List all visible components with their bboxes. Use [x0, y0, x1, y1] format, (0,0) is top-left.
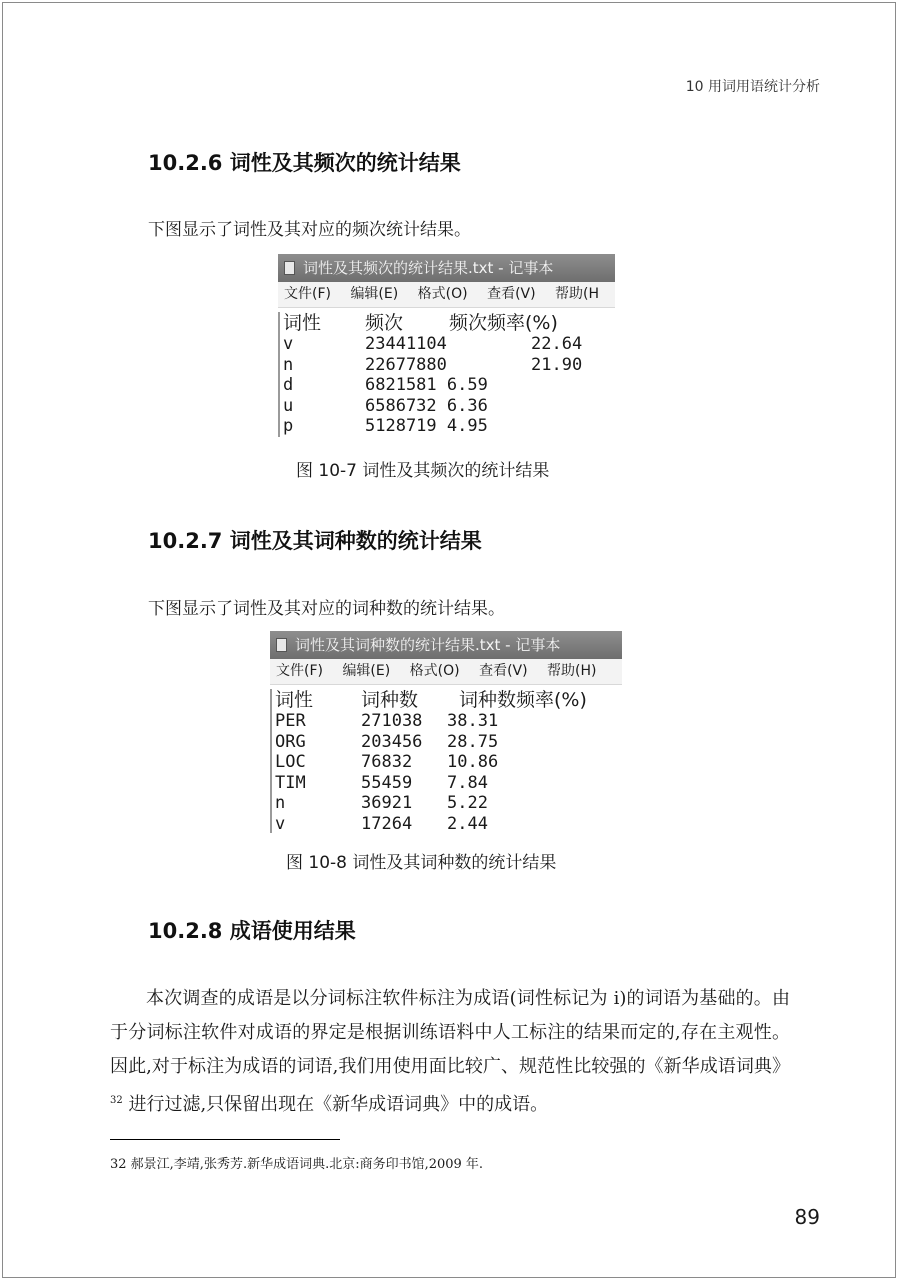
cell-word-types: 76832 [361, 752, 413, 772]
column-header-pos: 词性 [283, 312, 322, 334]
table-row [275, 793, 622, 814]
column-header-pos: 词性 [275, 689, 314, 711]
table-row [275, 773, 622, 794]
window-title: 词性及其词种数的统计结果.txt - 记事本 [295, 636, 561, 654]
body-paragraph [110, 982, 790, 1122]
body-text-part-1: 本次调查的成语是以分词标注软件标注为成语(词性标记为 i)的词语为基础的。由于分词标注软件对成语的界定是根据训练语料中人工标注的结果而定的,存在主观性。因此,对于标注为成语的词语,我们用使用面比较广、规范性比较强的《新华成语词典》 [110, 988, 790, 1077]
cell-frequency: 6586732 6.36 [365, 395, 488, 416]
menu-help[interactable]: 帮助(H [555, 286, 600, 302]
menu-bar [278, 282, 615, 308]
cell-pos: v [275, 813, 286, 833]
menu-edit[interactable]: 编辑(E) [342, 663, 391, 679]
window-titlebar [270, 631, 622, 659]
notepad-window-pos-wordtypes [270, 631, 622, 833]
cell-pos: p [283, 416, 294, 436]
cell-frequency: 22677880 [365, 354, 447, 375]
cell-word-types: 55459 [361, 772, 413, 793]
notepad-document-icon [276, 638, 287, 652]
menu-file[interactable]: 文件(F) [276, 663, 323, 679]
cell-pos: d [283, 375, 294, 395]
table-row [283, 416, 615, 437]
body-text-part-2: 进行过滤,只保留出现在《新华成语词典》中的成语。 [122, 1094, 549, 1115]
section-1-intro: 下图显示了词性及其对应的频次统计结果。 [148, 220, 471, 240]
text-area[interactable] [270, 689, 622, 833]
cell-rate: 7.84 [447, 772, 488, 793]
column-header-word-types: 词种数 [361, 689, 419, 711]
table-row [283, 396, 615, 417]
cell-rate: 2.44 [447, 813, 488, 833]
section-heading-10-2-7: 10.2.7 词性及其词种数的统计结果 [148, 529, 482, 553]
page-number: 89 [794, 1205, 820, 1229]
figure-caption-10-7: 图 10-7 词性及其频次的统计结果 [296, 461, 550, 481]
cell-frequency: 6821581 6.59 [365, 375, 488, 395]
cell-pos: TIM [275, 772, 306, 793]
cell-word-types: 203456 [361, 731, 423, 752]
cell-rate: 5.22 [447, 793, 488, 813]
cell-pos: u [283, 395, 294, 416]
window-title: 词性及其频次的统计结果.txt - 记事本 [303, 259, 554, 277]
cell-word-types: 271038 [361, 711, 423, 731]
table-row [283, 375, 615, 396]
cell-rate: 21.90 [531, 354, 583, 375]
footnote: 32 郝景江,李靖,张秀芳.新华成语词典.北京:商务印书馆,2009 年. [110, 1157, 484, 1172]
cell-pos: n [283, 354, 294, 375]
menu-format[interactable]: 格式(O) [417, 286, 468, 302]
cell-word-types: 36921 [361, 793, 413, 813]
section-heading-10-2-6: 10.2.6 词性及其频次的统计结果 [148, 151, 461, 175]
footnote-reference: 32 [110, 1095, 123, 1106]
table-row [275, 732, 622, 753]
cell-rate: 22.64 [531, 334, 583, 354]
notepad-document-icon [284, 261, 295, 275]
figure-caption-10-8: 图 10-8 词性及其词种数的统计结果 [286, 853, 557, 873]
table-row [283, 355, 615, 376]
menu-view[interactable]: 查看(V) [479, 663, 528, 679]
menu-bar [270, 659, 622, 685]
table-header [283, 312, 615, 334]
column-header-frequency: 频次 [365, 312, 404, 334]
cell-frequency: 23441104 [365, 334, 447, 354]
section-2-intro: 下图显示了词性及其对应的词种数的统计结果。 [148, 599, 505, 619]
notepad-window-pos-frequency [278, 254, 615, 440]
cell-pos: LOC [275, 752, 306, 772]
menu-view[interactable]: 查看(V) [487, 286, 536, 302]
cell-pos: ORG [275, 731, 306, 752]
cell-pos: n [275, 793, 286, 813]
cell-rate: 28.75 [447, 731, 499, 752]
column-header-word-types-rate: 词种数频率(%) [459, 689, 587, 711]
table-row [275, 814, 622, 834]
footnote-divider [110, 1139, 340, 1140]
running-head: 10 用词用语统计分析 [685, 79, 820, 95]
cell-rate: 38.31 [447, 711, 499, 731]
table-row [283, 334, 615, 355]
menu-edit[interactable]: 编辑(E) [350, 286, 399, 302]
table-row [275, 711, 622, 732]
window-titlebar [278, 254, 615, 282]
cell-word-types: 17264 [361, 813, 413, 833]
menu-format[interactable]: 格式(O) [409, 663, 460, 679]
menu-file[interactable]: 文件(F) [284, 286, 331, 302]
menu-help[interactable]: 帮助(H) [547, 663, 597, 679]
table-header [275, 689, 622, 711]
table-row [275, 752, 622, 773]
column-header-frequency-rate: 频次频率(%) [449, 312, 558, 334]
cell-pos: PER [275, 711, 306, 731]
text-area[interactable] [278, 312, 615, 437]
cell-pos: v [283, 334, 294, 354]
section-heading-10-2-8: 10.2.8 成语使用结果 [148, 919, 356, 943]
cell-frequency: 5128719 4.95 [365, 416, 488, 436]
cell-rate: 10.86 [447, 752, 499, 772]
